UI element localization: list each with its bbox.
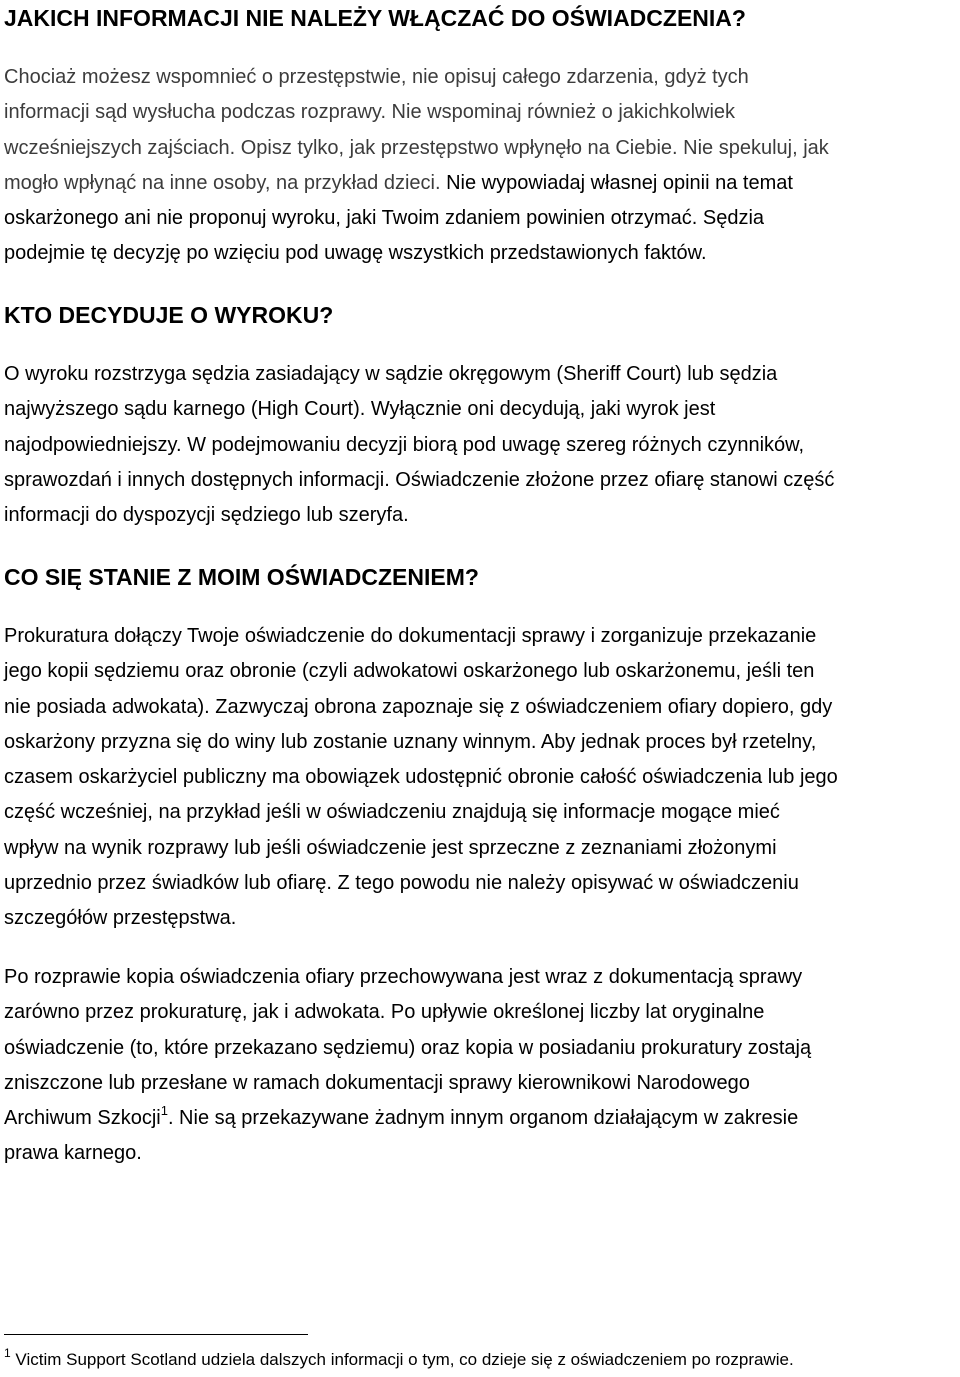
text-line: [4, 1101, 956, 1136]
text-line: wpływ na wynik rozprawy lub jeśli oświadczenie jest sprzeczne z zeznaniami złożonymi: [4, 836, 777, 859]
text-line: najwyższego sądu karnego (High Court). Wyłącznie oni decydują, jaki wyrok jest: [4, 398, 716, 421]
heading-what-happens: CO SIĘ STANIE Z MOIM OŚWIADCZENIEM?: [4, 564, 479, 590]
text-line: szczegółów przestępstwa.: [4, 907, 237, 930]
heading-who-decides: KTO DECYDUJE O WYROKU?: [4, 302, 334, 328]
text-line: Chociaż możesz wspomnieć o przestępstwie, nie opisuj całego zdarzenia, gdyż tych: [4, 66, 749, 88]
paragraph-what-happens-2: [4, 960, 956, 1172]
footnote-number: 1: [4, 1346, 11, 1360]
paragraph-excluded-information: [4, 60, 956, 272]
text-line: wcześniejszych zajściach. Opisz tylko, jak przestępstwo wpłynęło na Ciebie. Nie spekuluj, jak: [4, 136, 829, 159]
text-line: oskarżony przyzna się do winy lub zostanie uznany winnym. Aby jednak proces był rzetelny,: [4, 730, 817, 753]
heading-excluded-information: JAKICH INFORMACJI NIE NALEŻY WŁĄCZAĆ DO OŚWIADCZENIA?: [4, 5, 746, 31]
text-line: informacji sąd wysłucha podczas rozprawy. Nie wspominaj również o jakichkolwiek: [4, 101, 736, 124]
text-line: Po rozprawie kopia oświadczenia ofiary przechowywana jest wraz z dokumentacją sprawy: [4, 966, 803, 988]
paragraph-what-happens-1: [4, 619, 956, 937]
footnote: [4, 1348, 794, 1372]
text-line: Prokuratura dołączy Twoje oświadczenie do dokumentacji sprawy i zorganizuje przekazanie: [4, 625, 817, 647]
text-line: [4, 166, 956, 201]
text-line: czasem oskarżyciel publiczny ma obowiązek udostępnić obronie całość oświadczenia lub jego: [4, 766, 838, 789]
text-line: najodpowiedniejszy. W podejmowaniu decyzji biorą pod uwagę szereg różnych czynników,: [4, 433, 805, 456]
text-line: prawa karnego.: [4, 1142, 142, 1165]
text-line: jego kopii sędziemu oraz obronie (czyli adwokatowi oskarżonego lub oskarżonemu, jeśli ten: [4, 660, 815, 683]
text-line: oskarżonego ani nie proponuj wyroku, jaki Twoim zdaniem powinien otrzymać. Sędzia: [4, 207, 765, 230]
footnote-reference: 1: [160, 1103, 168, 1119]
text-line: O wyroku rozstrzyga sędzia zasiadający w sądzie okręgowym (Sheriff Court) lub sędzia: [4, 363, 778, 385]
text-line: podejmie tę decyzję po wzięciu pod uwagę wszystkich przedstawionych faktów.: [4, 242, 707, 265]
document-page: [4, 0, 956, 1377]
text-line: zniszczone lub przesłane w ramach dokumentacji sprawy kierownikowi Narodowego: [4, 1071, 750, 1094]
footnote-text: Victim Support Scotland udziela dalszych informacji o tym, co dzieje się z oświadczeniem po rozprawie.: [10, 1350, 794, 1369]
paragraph-who-decides: [4, 357, 956, 533]
text-line: informacji do dyspozycji sędziego lub szeryfa.: [4, 504, 409, 527]
text-line: sprawozdań i innych dostępnych informacji. Oświadczenie złożone przez ofiarę stanowi część: [4, 468, 835, 491]
text-segment-gray: mogło wpłynąć na inne osoby, na przykład dzieci.: [4, 171, 441, 194]
text-line: uprzednio przez świadków lub ofiarę. Z tego powodu nie należy opisywać w oświadczeniu: [4, 872, 799, 895]
text-line: część wcześniej, na przykład jeśli w oświadczeniu znajdują się informacje mogące mieć: [4, 801, 780, 824]
text-segment: Archiwum Szkocji: [4, 1107, 161, 1130]
text-line: nie posiada adwokata). Zazwyczaj obrona zapoznaje się z oświadczeniem ofiary dopiero, gdy: [4, 695, 833, 718]
text-segment: . Nie są przekazywane żadnym innym organom działającym w zakresie: [167, 1107, 799, 1130]
footnote-separator: [4, 1334, 308, 1335]
text-line: oświadczenie (to, które przekazano sędziemu) oraz kopia w posiadaniu prokuratury zostają: [4, 1036, 812, 1059]
text-segment-black: Nie wypowiadaj własnej opinii na temat: [440, 171, 793, 194]
text-line: zarówno przez prokuraturę, jak i adwokata. Po upływie określonej liczby lat oryginalne: [4, 1001, 765, 1024]
